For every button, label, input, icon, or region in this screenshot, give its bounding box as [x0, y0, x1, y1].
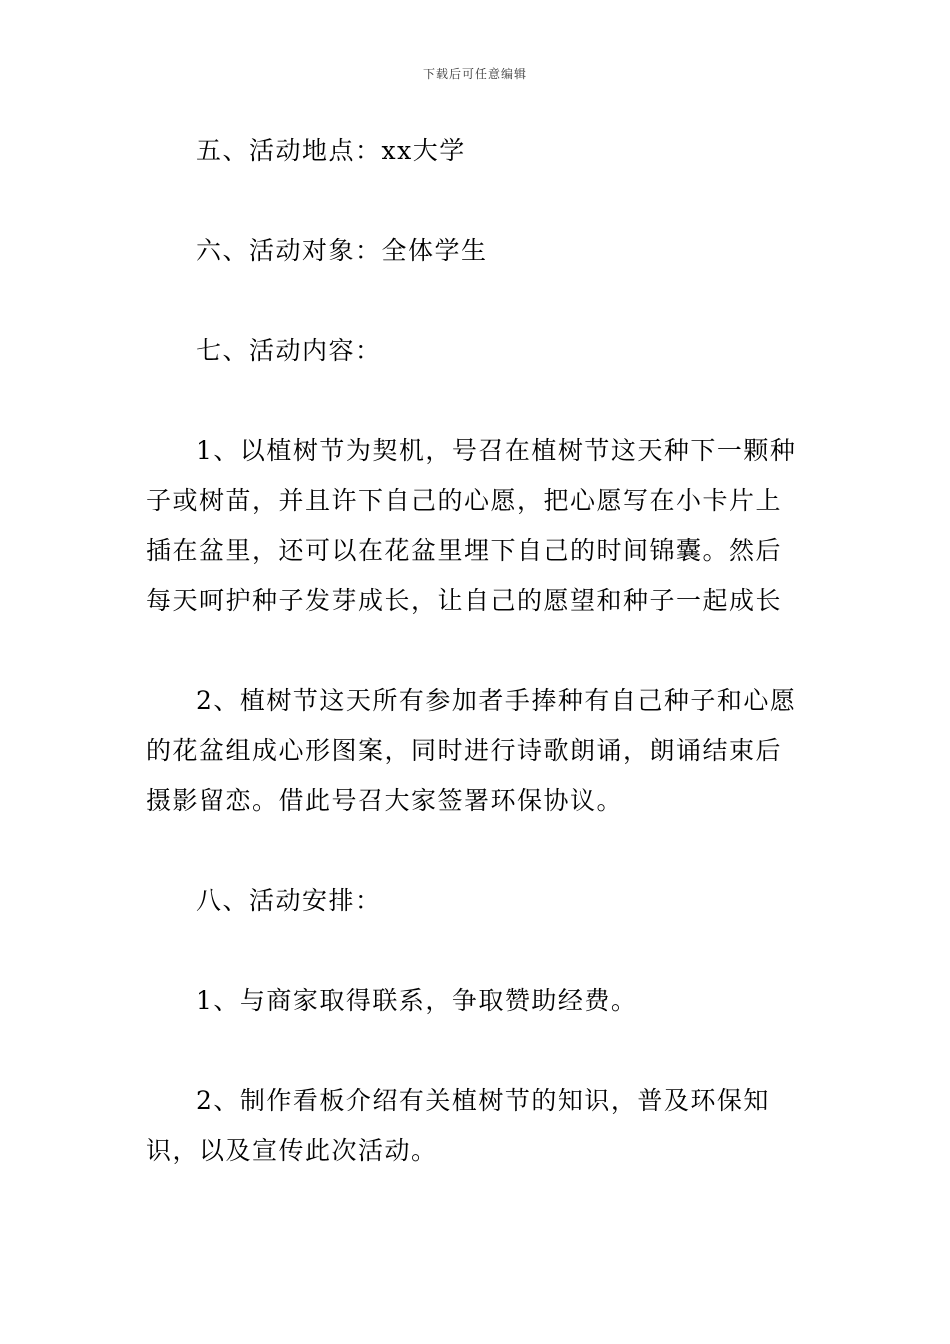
header-note: 下载后可任意编辑	[422, 67, 527, 81]
paragraph-schedule-item-1: 1、与商家取得联系，争取赞助经费。	[196, 986, 638, 1015]
paragraph-content-item-1: 1、以植树节为契机，号召在植树节这天种下一颗种子或树苗，并且许下自己的心愿，把心愿写在小卡片上插在盆里，还可以在花盆里埋下自己的时间锦囊。然后每天呵护种子发芽成长，让自己的愿望和种子一起成长	[146, 436, 797, 615]
paragraph-gap	[146, 826, 808, 876]
paragraph-gap	[146, 626, 808, 676]
paragraph-content-heading: 七、活动内容：	[196, 336, 382, 365]
paragraph-gap	[146, 1026, 808, 1076]
paragraph-gap	[146, 926, 808, 976]
paragraph-audience: 六、活动对象：全体学生	[196, 236, 488, 265]
paragraph-gap	[146, 276, 808, 326]
paragraph-schedule-item-2: 2、制作看板介绍有关植树节的知识，普及环保知识，以及宣传此次活动。	[146, 1086, 770, 1165]
paragraph-content-item-2: 2、植树节这天所有参加者手捧种有自己种子和心愿的花盆组成心形图案，同时进行诗歌朗诵，朗诵结束后摄影留恋。借此号召大家签署环保协议。	[146, 686, 797, 815]
document-body	[146, 126, 808, 1176]
paragraph-gap	[146, 176, 808, 226]
paragraph-schedule-heading: 八、活动安排：	[196, 886, 382, 915]
paragraph-gap	[146, 376, 808, 426]
paragraph-location: 五、活动地点：xx大学	[196, 136, 466, 165]
